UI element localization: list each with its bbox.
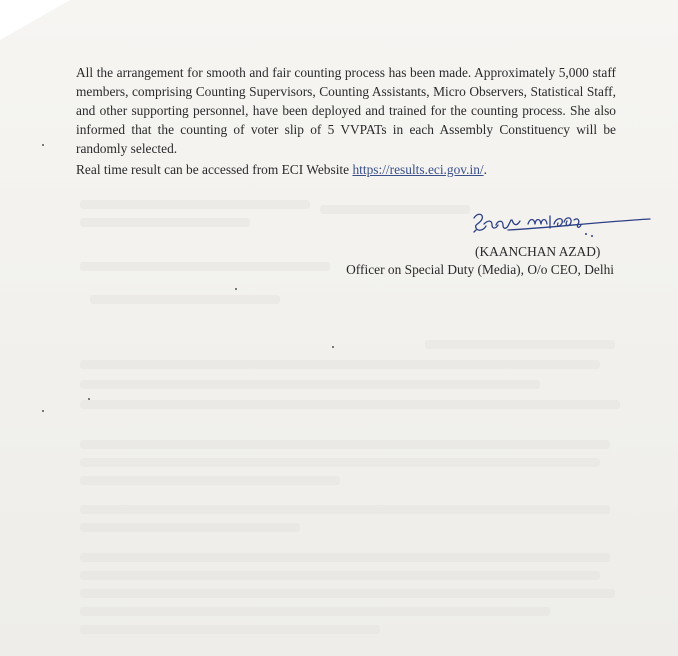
signatory-name: (KAANCHAN AZAD) <box>475 244 601 259</box>
results-website-link[interactable]: https://results.eci.gov.in/ <box>352 162 484 177</box>
results-sentence-end: . <box>483 162 487 177</box>
page-corner-fold <box>0 0 70 40</box>
scan-speck <box>235 288 237 290</box>
body-paragraph-results-website <box>76 160 616 179</box>
scan-speck <box>42 410 44 412</box>
signatory-title: Officer on Special Duty (Media), O/o CEO, Delhi <box>346 262 614 277</box>
scan-speck <box>42 144 44 146</box>
body-paragraph-counting-arrangement: All the arrangement for smooth and fair counting process has been made. Approximately 5,000 staff members, comprising Counting Supervisors, Counting Assistants, Micro Observers, Statistical Staff, and other supporting personnel, have been deployed and trained for the counting process. She also informed that the counting of voter slip of 5 VVPATs in each Assembly Constituency will be randomly selected. <box>76 65 616 156</box>
handwritten-signature <box>468 208 654 242</box>
results-sentence: Real time result can be accessed from ECI Website <box>76 162 353 177</box>
scan-speck <box>88 398 90 400</box>
scan-speck <box>332 346 334 348</box>
